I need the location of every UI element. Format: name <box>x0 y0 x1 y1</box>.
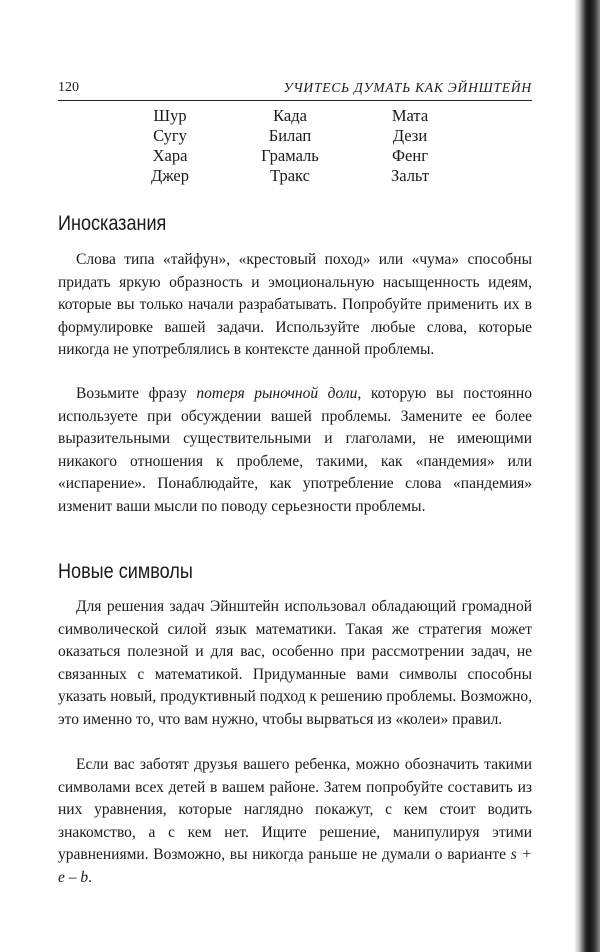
word: Джер <box>150 166 189 185</box>
paragraph <box>58 383 532 518</box>
word: Мата <box>391 106 429 125</box>
paragraph: Для решения задач Эйнштейн использовал обладающий громадной символической силой язык математики. Такая же стратегия может оказаться полезной и для вас, особенно при рассмотрении задач, не связанных с математикой. Придуманные вами символы способны указать новый, продуктивный подход к решению проблемы. Возможно, это именно то, что вам нужно, чтобы вырваться из «колеи» правил. <box>58 598 532 728</box>
word-row <box>110 166 490 186</box>
word: Тракс <box>270 166 310 185</box>
paragraph <box>58 754 532 889</box>
word: Када <box>273 106 307 125</box>
word: Фенг <box>392 146 428 165</box>
word: Зальт <box>390 166 430 185</box>
word: Сугу <box>153 126 187 145</box>
page-number: 120 <box>58 80 79 95</box>
word: Шур <box>153 106 187 125</box>
book-spine-shadow <box>574 0 600 952</box>
paragraph-text: Если вас заботят друзья вашего ребенка, можно обозначить такими символами всех детей в вашем районе. Затем попробуйте составить из них уравнения, которые наглядно покажут, с кем стоит водить знакомство, а с кем нет. Ищите решение, манипулируя этими уравнениями. Возможно, вы никогда раньше не думали о варианте <box>58 756 532 863</box>
word: Грамаль <box>261 146 319 165</box>
paragraph-text: . <box>88 868 93 886</box>
section-heading-new-symbols: Новые символы <box>58 560 193 583</box>
page-header <box>58 80 532 98</box>
word: Хара <box>152 146 188 165</box>
paragraph-text: , которую вы постоянно используете при обсуждении вашей проблемы. Замените ее более выразительными существительными и глаголами, не имеющими никакого отношения к проблеме, такими, как «пандемия» или «испарение». Понаблюдайте, как употребление слова «пандемия» изменит ваши мысли по поводу серьезности проблемы. <box>58 385 532 515</box>
word-row <box>110 106 490 126</box>
word: Дези <box>392 126 428 145</box>
running-title: УЧИТЕСЬ ДУМАТЬ КАК ЭЙНШТЕЙН <box>283 80 532 95</box>
section-heading-metaphors: Иносказания <box>58 212 167 235</box>
word-row <box>110 146 490 166</box>
emphasized-formula: s + e – b <box>58 846 532 886</box>
header-rule <box>58 100 532 101</box>
word-table <box>110 106 490 186</box>
word-row <box>110 126 490 146</box>
paragraph: Слова типа «тайфун», «крестовый поход» или «чума» способны придать яркую образность и эмоциональную насыщенность идеям, которые вы только начали разрабатывать. Попробуйте применить их в формулировке вашей задачи. Используйте любые слова, которые никогда не употреблялись в контексте данной проблемы. <box>58 251 532 358</box>
emphasized-phrase: потеря рыночной доли <box>196 385 358 402</box>
word: Билап <box>268 126 312 145</box>
paragraph-text: Возьмите фразу <box>76 385 197 402</box>
